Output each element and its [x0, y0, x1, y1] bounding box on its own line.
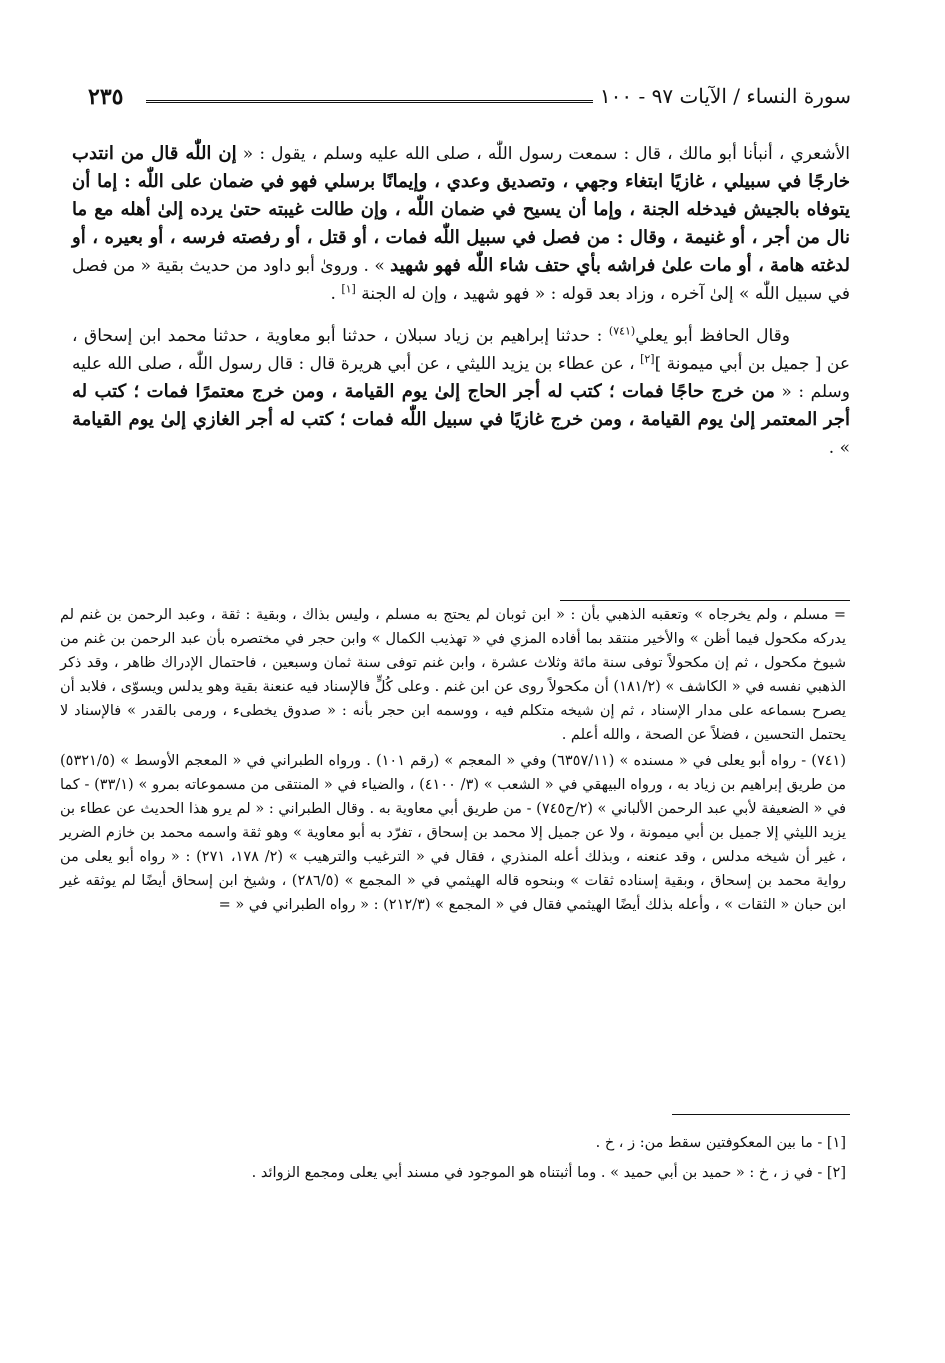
footnote-ref-1[interactable]: [١]: [341, 282, 356, 296]
text-span: » .: [828, 438, 850, 458]
text-span: ، عن عطاء بن يزيد الليثي ، عن أبي هريرة قال : قال رسول اللّٰه ، صلى الله عليه وسلم : «: [72, 354, 850, 402]
footnotes-divider: [672, 1114, 850, 1115]
hadith-text: من خرج حاجًا فمات ؛ كتب له أجر الحاج إلىٰ يوم القيامة ، ومن خرج معتمرًا فمات ؛ كتب له أجر المعتمر إلىٰ يوم القيامة ، ومن خرج غازيًا في سبيل اللّٰه فمات ؛ كتب له أجر الغازي إلىٰ يوم القيامة: [72, 381, 850, 430]
hadith-text: إن اللّٰه قال من انتدب خارجًا في سبيلي ، غازيًا ابتغاء وجهي ، وتصديق وعدي ، وإيمانًا برسلي فهو في ضمان على اللّٰه : إما أن يتوفاه بالجيش فيدخله الجنة ، وإما أن يسيح في ضمان اللّٰه ، وإن طالت غيبته حتىٰ يرده إلىٰ أهله مع ما نال من أجر ، أو غنيمة ، وقال : من فصل في سبيل اللّٰه فمات ، أو قتل ، أو رفصته فرسه ، أو بعيره ، أو لدغته هامة ، أو مات علىٰ فراشه بأي حتف شاء اللّٰه فهو شهيد: [72, 143, 850, 276]
note-continued: = مسلم ، ولم يخرجاه » وتعقبه الذهبي بأن : « ابن ثوبان لم يحتج به مسلم ، وليس بذاك ، وبقية : ثقة ، وعبد الرحمن بن غنم لم يدركه مكحول فيما أظن » والأخير منتقد بما أفاده المزي في « تهذيب الكمال » وابن حجر في مختصره بأن عبد الرحمن بن غنم من شيوخ مكحول ، ثم إن مكحولاً توفى سنة مائة وثلاث عشرة ، وابن غنم توفى سنة ثمان وسبعين ، فاحتمال الإدراك ظاهر ، وقد ذكر الذهبي نفسه في « الكاشف » (١٨١/٢) أن مكحولاً روى عن ابن غنم . وعلى كُلٍّ فالإسناد فيه عنعنة بقية وهو يدلس ويسوّى ، فلابد أن يصرح بسماعه على مدار الإسناد ، ثم إن شيخه متكلم فيه ، ووسمه ابن حجر بأنه : « صدوق يخطىء ، ورمى بالقدر » فالإسناد لا يحتمل التحسين ، فضلاً عن الصحة ، والله أعلم .: [60, 607, 846, 743]
paragraph-1: [72, 140, 850, 308]
page-number: ٢٣٥: [88, 84, 124, 110]
text-span: : حدثنا إبراهيم بن زياد سبلان ، حدثنا أبو معاوية ، حدثنا محمد ابن إسحاق ، عن [ جميل بن أبي ميمونة ]: [72, 326, 850, 374]
header-rule: [146, 100, 593, 105]
commentary-notes: [60, 603, 846, 919]
notes-divider: [560, 600, 850, 601]
paragraph-2: [72, 322, 850, 462]
footnote-1: [١] - ما بين المعكوفتين سقط من: ز ، خ .: [595, 1135, 846, 1151]
footnote-ref-2[interactable]: [٢]: [640, 352, 655, 366]
footnote-2: [٢] - في ز ، خ : « حميد بن أبي حميد » . وما أثبتناه هو الموجود في مسند أبي يعلى ومجمع الزوائد .: [251, 1165, 846, 1181]
page-header: [88, 84, 851, 124]
text-span: الأشعري ، أنبأنا أبو مالك ، قال : سمعت رسول اللّٰه ، صلى الله عليه وسلم ، يقول : «: [236, 144, 850, 164]
text-span: » . وروىٰ أبو داود من حديث بقية « من فصل في سبيل اللّٰه » إلىٰ آخره ، وزاد بعد قوله : « فهو شهيد ، وإن له الجنة: [72, 256, 850, 304]
text-span: وقال الحافظ أبو يعلي: [635, 326, 790, 346]
running-title: سورة النساء / الآيات ٩٧ - ١٠٠: [599, 84, 851, 108]
main-text: [72, 140, 850, 462]
note-ref-741[interactable]: (٧٤١): [608, 324, 636, 338]
note-741: (٧٤١) - رواه أبو يعلى في « مسنده » (٦٣٥٧/١١) وفي « المعجم » (رقم ١٠١) . ورواه الطبراني في « المعجم الأوسط » (٥٣٢١/٥) من طريق إبراهيم بن زياد به ، ورواه البيهقي في « الشعب » (٣/ ٤١٠٠) ، والضياء في « المنتقى من مسموعاته بمرو » (٣٣/١) - كما في « الضعيفة لأبي عبد الرحمن الألباني » (٢/ح٧٤٥) - من طريق أبي معاوية به . وقال الطبراني : « لم يرو هذا الحديث عن عطاء بن يزيد الليثي إلا جميل بن أبي ميمونة ، ولا عن جميل إلا محمد بن إسحاق ، تفرّد به أبو معاوية » وهو ثقة واسمه محمد بن خازم الضرير ، غير أن شيخه مدلس ، وقد عنعنه ، وبذلك أعله المنذري ، فقال في « الترغيب والترهيب » (٢/ ١٧٨، ٢٧١) : « رواه أبو يعلى من رواية محمد بن إسحاق ، وبقية إسناده ثقات » وبنحوه قاله الهيثمي في « المجمع » (٢٨٦/٥) ، وشيخ ابن إسحاق أيضًا لم يوثقه غير ابن حبان « الثقات » ، وأعله بذلك أيضًا الهيثمي فقال في « المجمع » (٢١٢/٣) : « رواه الطبراني في « =: [60, 753, 847, 913]
text-span: .: [330, 284, 342, 304]
footnotes: [60, 1130, 846, 1190]
